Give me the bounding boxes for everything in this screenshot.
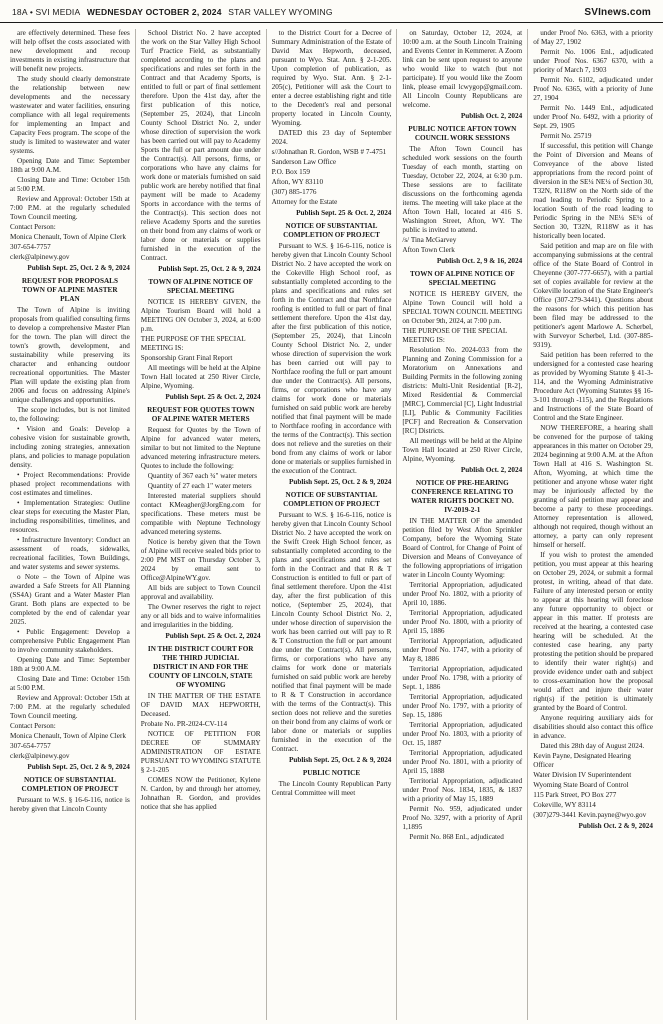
notice-paragraph: The Lincoln County Republican Party Central Committee will meet	[271, 780, 392, 797]
notice-paragraph: • Vision and Goals: Develop a cohesive vision for sustainable growth, including zoning strategies, annexation plans, and policies to manage population density.	[10, 425, 130, 469]
notice-paragraph: Territorial Appropriation, adjudicated under Proof No. 1803, with a priority of Oct. 15, 1887	[402, 721, 523, 747]
notice-line: s//Johnathan R. Gordon, WSB # 7-4751	[271, 148, 387, 156]
notice-line: THE PURPOSE OF THE SPECIAL MEETING IS:	[140, 335, 246, 352]
notice-paragraph: The Owner reserves the right to reject any or all bids and to waive informalities and irregularities in the bidding.	[140, 603, 261, 629]
notice-paragraph: Permit No. 959, adjudicated under Proof No. 3297, with a priority of April 1,1895	[402, 805, 523, 831]
notice-paragraph: NOTICE IS HEREBY GIVEN, the Alpine Tourism Board will hold a MEETING ON October 3, 2024, at 6:00 p.m.	[140, 298, 261, 333]
publish-line: Publish Oct. 2, 2024	[460, 112, 523, 120]
notice-paragraph: Closing Date and Time: October 15th at 5:00 P.M.	[10, 675, 130, 692]
notice-paragraph: • Public Engagement: Develop a comprehensive Public Engagement Plan to involve community stakeholders.	[10, 628, 130, 654]
notice-line: Sponsorship Grant Final Report	[140, 354, 233, 362]
notice-heading: NOTICE OF SUBSTANTIAL COMPLETION OF PROJECT	[21, 776, 119, 793]
notice-paragraph: Said petition has been referred to the undersigned for a contested case hearing as provided by Wyoming Statute § 41-3-114, and the Wyoming Administrative Procedure Act (Wyoming Statutes §§ 16-3-101 through -115), and the Regulations and Instructions of the State Board of Control and the State Engineer.	[533, 351, 653, 422]
notice-paragraph: School District No. 2 have accepted the work on the Star Valley High School Turf Practice Field, as substantially completed according to the plans and specifications and rules set forth in the Contract and that Academy Sports, is entitled to full or part of final settlement therefore. Upon the 41st day, after the first publication of this notice, (September 25, 2024), that Lincoln County School District No. 2, under whose direction of supervision the work has been carried out will pay to Academy Sports the full or part amount due under the Contract(s). All persons, firms, or corporations who have any claims for work done or materials furnished on said public work are hereby notified that final payment will be made to Academy Sports in accordance with the terms of the Contract(s). This section does not relieve Academy Sports and the sureties on their bond from any claims of work or labor done or materials or supplies furnished in the execution of the Contract.	[140, 29, 261, 262]
notice-line: Afton Town Clerk	[402, 246, 455, 254]
publish-line: Publish Sept. 25, Oct. 2 & 9, 2024	[27, 264, 130, 272]
publish-line: Publish Sept. 25, Oct. 2 & 9, 2024	[288, 478, 392, 486]
notice-heading: IN THE DISTRICT COURT FOR THE THIRD JUDICIAL DISTRICT IN AND FOR THE COUNTY OF LINCOLN, STATE OF WYOMING	[147, 645, 254, 689]
notice-column-2	[136, 29, 267, 1020]
notice-paragraph: All bids are subject to Town Council approval and availability.	[140, 584, 261, 601]
notice-paragraph: The Town of Alpine is inviting proposals from qualified consulting firms to develop a comprehensive Master Plan for the town. The plan will direct the town's growth, development, and sustainability while preserving its character and enhancing outdoor recreational opportunities. The Master Plan will update the existing plan from 2006 and focus on addressing Alpine's unique challenges and opportunities.	[10, 306, 130, 404]
notice-paragraph: Quantity of 367 each ¾" water meters	[147, 472, 258, 480]
notice-line: Probate No. PR-2024-CV-114	[140, 720, 228, 728]
notice-heading: NOTICE OF SUBSTANTIAL COMPLETION OF PROJECT	[283, 222, 380, 239]
notice-paragraph: Permit No. 25719	[540, 132, 592, 140]
notice-columns	[0, 23, 663, 1024]
notice-heading: PUBLIC NOTICE	[302, 769, 361, 777]
notice-paragraph: Closing Date and Time: October 15th at 5:00 P.M.	[10, 176, 130, 193]
notice-paragraph: Territorial Appropriation, adjudicated under Proof Nos. 1834, 1835, & 1837 with a priority of May 15, 1889	[402, 777, 523, 803]
notice-paragraph: • Implementation Strategies: Outline clear steps for executing the Master Plan, including responsibilities, timelines, and resources.	[10, 499, 130, 534]
publish-line: Publish Sept. 25 & Oct. 2, 2024	[296, 209, 392, 217]
notice-paragraph: Pursuant to W.S. § 16-6-116, notice is hereby given that Lincoln County School District No. 2 have accepted the work on the Cokeville High School roof, as substantially completed according to the plans and specifications and rules set forth in the Contract and that Northface roofing is entitled to full or part of final settlement therefore. Upon the 41st day, after the first publication of this notice, (September 25, 2024), that Lincoln County School District No. 2, under whose direction of supervision the work has been carried out will pay to Northface roofing the full or part amount due under the Contract(s). All persons, firms, or corporations who have any claims for work done or materials furnished on said public work are hereby notified that final payment will be made to Northface roofing in accordance with the terms of the Contract(s). This section does not relieve and the sureties on their bond from any claims of work or labor done or materials or supplies furnished in the execution of the Contract.	[271, 242, 392, 475]
publish-line: Publish Oct. 2 & 9, 2024	[578, 822, 653, 830]
publish-line: Publish Sept. 25, Oct. 2 & 9, 2024	[27, 763, 130, 771]
publish-line: Publish Oct. 2, 2024	[460, 466, 523, 474]
notice-paragraph: NOTICE IS HEREBY GIVEN, the Alpine Town Council will hold a SPECIAL TOWN COUNCIL MEETING on October 9th, 2024, at 7:00 p.m.	[402, 290, 523, 325]
notice-paragraph: • Project Recommendations: Provide phased project recommendations with cost estimates and timelines.	[10, 471, 130, 497]
masthead-left	[12, 7, 337, 17]
notice-paragraph: NOTICE OF PETITION FOR DECREE OF SUMMARY ADMINISTRATION OF ESTATE PURSUANT TO WYOMING STATUTE § 2-1-205	[140, 730, 261, 774]
notice-line: Contact Person:	[10, 722, 56, 730]
notice-paragraph: Opening Date and Time: September 18th at 9:00 A.M.	[10, 656, 130, 673]
notice-line: Wyoming State Board of Control	[533, 781, 629, 789]
publish-line: Publish Sept. 25, Oct. 2 & 9, 2024	[288, 756, 392, 764]
notice-paragraph: Pursuant to W.S. § 16-6-116, notice is hereby given that Lincoln County School District No. 2 have accepted the work on the Swift Creek High School fencer, as substantially completed according to the plans and specifications and rules set forth in the Contract and that R & T Construction is entitled to full or part of final settlement therefore. Upon the 41st day, after the first publication of this notice, (September 25, 2024), that Lincoln County School District No. 2, under whose direction of supervision the work has been carried out will pay to R & T Construction the full or part amount due under the Contract(s). All persons, firms, or corporations who have any claims for work done or materials furnished on said public work are hereby notified that final payment will be made to R & T Construction in accordance with the terms of the Contract(s). This section does not relieve and the sureties on their bond from any claims of work or labor done or materials or supplies furnished in the execution of the Contract.	[271, 511, 392, 753]
edition-label: 18A • SVI MEDIA	[12, 7, 81, 17]
notice-paragraph: are effectively determined. These fees will help offset the costs associated with new development and recoup investments in existing infrastructure that will benefit new projects.	[10, 29, 130, 73]
notice-line: Monica Chenault, Town of Alpine Clerk	[10, 233, 126, 241]
notice-paragraph: Territorial Appropriation, adjudicated under Proof No. 1801, with a priority of April 15, 1888	[402, 749, 523, 775]
notice-paragraph: NOW THEREFORE, a hearing shall be convened for the purpose of taking appearances in this matter on October 29, 2024 beginning at 9:00 A.M. at the Afton Town Hall at 416 S. Washington St. Afton, Wyoming, at which time the petitioner and anyone whose water right may be injuriously affected by the granting of said petition may appear and become a party to these proceedings. Attorney representation is allowed, although not required, though without an attorney, a party can only represent himself or herself.	[533, 424, 653, 549]
issue-date: WEDNESDAY OCTOBER 2, 2024	[86, 7, 222, 17]
notice-line: Attorney for the Estate	[271, 198, 338, 206]
notice-paragraph: COMES NOW the Petitioner, Kylene N. Cardon, by and through her attorney, Johnathan R. Gordon, and provides notice that she has applied	[140, 776, 261, 811]
notice-column-4	[397, 29, 528, 1020]
notice-paragraph: The study should clearly demonstrate the relationship between new developments and the necessary wastewater and water facilities, ensuring compliance with all legal requirements for implementing an Impact and Capacity Fees program. The scope of the study is limited to wastewater and water systems.	[10, 75, 130, 155]
notice-line: P.O. Box 159	[271, 168, 310, 176]
notice-line: clerk@alpinewy.gov	[10, 752, 70, 760]
notice-paragraph: If you wish to protest the amended petition, you must appear at this hearing on October 29, 2024, or submit a formal protest, in writing, ahead of that date. Failure of any interested person or entity to appear at this hearing will foreclose any future opportunity to object or appear in this matter. If protests are received at the hearing, a contested case hearing will be scheduled. At the contested case hearing, any party protesting the petition should be prepared to identify their water right(s) and provide evidence under oath and subject to cross-examination how the proposal would affect and injure their water right(s) if the petition is ultimately granted by the Board of Control.	[533, 551, 653, 712]
notice-paragraph: Quantity of 27 each 1" water meters	[147, 482, 252, 490]
notice-heading: REQUEST FOR QUOTES TOWN OF ALPINE WATER METERS	[147, 406, 255, 423]
notice-paragraph: to the District Court for a Decree of Summary Administration of the Estate of David Max Hepworth, deceased, pursuant to Wyo. Stat. Ann. § 2-1-205. Upon completion of publication, as required by Wyo. Stat. Ann. § 2-1-205(c), Petitioner will ask the Court to enter a decree establishing right and title to the Decedent's real and personal property located in Lincoln County, Wyoming.	[271, 29, 392, 127]
notice-heading: NOTICE OF PRE-HEARING CONFERENCE RELATING TO WATER RIGHTS DOCKET NO. IV-2019-2-1	[410, 479, 514, 514]
publish-line: Publish Sept. 25 & Oct. 2, 2024	[165, 632, 261, 640]
notice-paragraph: Review and Approval: October 15th at 7:00 P.M. at the regularly scheduled Town Council meeting.	[10, 195, 130, 221]
notice-paragraph: Permit No. 868 Enl., adjudicated	[409, 833, 504, 841]
notice-paragraph: Opening Date and Time: September 18th at 9:00 A.M.	[10, 157, 130, 174]
location-label: STAR VALLEY WYOMING	[228, 7, 333, 17]
notice-line: Kevin Payne, Designated Hearing Officer	[533, 752, 631, 769]
notice-paragraph: Permit No. 6102, adjudicated under Proof No. 6365, with a priority of June 27, 1904	[533, 76, 653, 102]
notice-paragraph: IN THE MATTER OF the amended petition filed by West Afton Sprinkler Company, before the Wyoming State Board of Control, for Change of Point of Diversion and Means of Conveyance of the following appropriations of irrigation water in Lincoln County Wyoming:	[402, 517, 523, 579]
notice-column-1	[10, 29, 136, 1020]
notice-line: 115 Park Street, PO Box 277	[533, 791, 617, 799]
notice-paragraph: • Infrastructure Inventory: Conduct an assessment of roads, sidewalks, recreational facilities, Town Buildings, and water systems and sewer systems.	[10, 536, 130, 571]
notice-paragraph: All meetings will be held at the Alpine Town Hall located at 250 River Circle, Alpine, Wyoming.	[140, 364, 261, 390]
notice-paragraph: Review and Approval: October 15th at 7:00 P.M. at the regularly scheduled Town Council meeting.	[10, 694, 130, 720]
notice-heading: NOTICE OF SUBSTANTIAL COMPLETION OF PROJECT	[283, 491, 380, 508]
notice-line: THE PURPOSE OF THE SPECIAL MEETING IS:	[402, 327, 508, 344]
website-label: SVInews.com	[584, 7, 651, 18]
notice-line: (307)279-3441 Kevin.payne@wyo.gov	[533, 811, 647, 819]
publish-line: Publish Sept. 25 & Oct. 2, 2024	[165, 393, 261, 401]
notice-paragraph: Notice is hereby given that the Town of Alpine will receive sealed bids prior to 2:00 PM MST on Thursday October 3, 2024 by email sent to Office@AlpineWY.gov.	[140, 538, 261, 582]
notice-heading: TOWN OF ALPINE NOTICE OF SPECIAL MEETING	[409, 270, 515, 287]
notice-column-5	[528, 29, 653, 1020]
notice-paragraph: The scope includes, but is not limited to, the following:	[10, 406, 130, 423]
publish-line: Publish Sept. 25, Oct. 2 & 9, 2024	[158, 265, 261, 273]
notice-paragraph: Request for Quotes by the Town of Alpine for advanced water meters, similar to but not limited to the Neptune advanced metering infrastructure meters. Quotes to include the following:	[140, 426, 261, 470]
notice-paragraph: on Saturday, October 12, 2024, at 10:00 a.m. at the South Lincoln Training and Events Center in Kemmerer. A Zoom link can be sent upon request to anyone who would like to watch (but not participate). If you would like the Zoom link, please email lcwygop@gmail.com. All Lincoln County Republicans are welcome.	[402, 29, 523, 109]
notice-paragraph: Territorial Appropriation, adjudicated under Proof No. 1747, with a priority of May 8, 1886	[402, 637, 523, 663]
notice-paragraph: Territorial Appropriation, adjudicated under Proof No. 1800, with a priority of April 15, 1886	[402, 609, 523, 635]
notice-paragraph: Said petition and map are on file with accompanying submissions at the central office of the State Board of Control in Cheyenne (307-777-6657), with a partial set of copies available for review at the Cokeville location of the State Engineer's Office (307-279-3441). Questions about the reasons for which this petition has been filed may be addressed to the petitioner's agent Marlowe A. Scherbel, with Surveyor Scherbel, Ltd. (307-885-9319).	[533, 242, 653, 349]
notice-paragraph: Territorial Appropriation, adjudicated under Proof No. 1798, with a priority of Sept. 1, 1886	[402, 665, 523, 691]
notice-paragraph: Territorial Appropriation, adjudicated under Proof No. 1802, with a priority of April 10, 1886.	[402, 581, 523, 607]
notice-paragraph: Dated this 28th day of August 2024.	[540, 742, 645, 750]
notice-paragraph: Territorial Appropriation, adjudicated under Proof No. 1797, with a priority of Sep. 15, 1886	[402, 693, 523, 719]
notice-line: 307-654-7757	[10, 243, 51, 251]
notice-paragraph: o Note – the Town of Alpine was awarded a Safe Streets for All Planning (SS4A) Grant and a Water Master Plan Grant. Both plans are expected to be completed by the end of calendar year 2025.	[10, 573, 130, 626]
notice-heading: REQUEST FOR PROPOSALS TOWN OF ALPINE MASTER PLAN	[21, 277, 118, 303]
notice-line: (307) 885-1776	[271, 188, 317, 196]
notice-paragraph: Permit No. 1449 Enl., adjudicated under Proof No. 6492, with a priority of Sept. 29, 1905	[533, 104, 653, 130]
publish-line: Publish Oct. 2, 9 & 16, 2024	[436, 257, 523, 265]
notice-column-3	[267, 29, 398, 1020]
notice-line: Afton, WY 83110	[271, 178, 324, 186]
notice-paragraph: Resolution No. 2024-033 from the Planning and Zoning Commission for a Moratorium on Annexations and Building Permits in the following zoning districts: Multi-Unit Residential [R-2], Mixed Residential & Commercial [MRC], Commercial [C], Light Industrial [LI], Public & Community Facilities [PCF] and Recreation & Conservation [RC] Districts.	[402, 346, 523, 435]
notice-paragraph: under Proof No. 6363, with a priority of May 27, 1902	[533, 29, 653, 46]
notice-line: Water Division IV Superintendent	[533, 771, 632, 779]
notice-paragraph: Anyone requiring auxiliary aids for disabilities should also contact this office in advance.	[533, 714, 653, 740]
notice-paragraph: All meetings will be held at the Alpine Town Hall located at 250 River Circle, Alpine, Wyoming.	[402, 437, 523, 463]
notice-line: 307-654-7757	[10, 742, 51, 750]
notice-paragraph: DATED this 23 day of September 2024.	[271, 129, 392, 146]
notice-line: clerk@alpinewy.gov	[10, 253, 70, 261]
notice-line: Contact Person:	[10, 223, 56, 231]
notice-paragraph: Pursuant to W.S. § 16-6-116, notice is hereby given that Lincoln County	[10, 796, 130, 813]
notice-paragraph: The Afton Town Council has scheduled work sessions on the fourth Tuesday of each month, starting on Tuesday, October 22, 2024, at 6:30 p.m. These sessions are to facilitate discussions on the forthcoming agenda items. The meeting will take place at the Afton Town Hall, located at 416 S. Washington Street, Afton, WY. The public is invited to attend.	[402, 145, 523, 234]
notice-heading: PUBLIC NOTICE AFTON TOWN COUNCIL WORK SESSIONS	[408, 125, 517, 142]
notice-line: Monica Chenault, Town of Alpine Clerk	[10, 732, 126, 740]
notice-paragraph: Interested material suppliers should contact KMeagher@JorgEng.com for specifications. These meters must be compatible with Neptune Technology advanced metering systems.	[140, 492, 261, 536]
notice-line: Sanderson Law Office	[271, 158, 337, 166]
notice-paragraph: IN THE MATTER OF THE ESTATE OF DAVID MAX HEPWORTH, Deceased.	[140, 692, 261, 718]
notice-paragraph: If successful, this petition will Change the Point of Diversion and Means of Conveyance of the above listed appropriations from the record point of diversion in the SE¼ NE¼ of Section 30, T32N, R118W on the North side of the road leading to Periodic Spring to a location South of the road leading to Periodic Spring in the NE¼ SE¼ of Section 30, T32N, R118W as it has historically been located.	[533, 142, 653, 240]
notice-line: Cokeville, WY 83114	[533, 801, 596, 809]
notice-paragraph: Permit No. 1006 Enl., adjudicated under Proof Nos. 6367 6370, with a priority of March 7, 1903	[533, 48, 653, 74]
notice-heading: TOWN OF ALPINE NOTICE OF SPECIAL MEETING	[148, 278, 254, 295]
notice-line: /s/ Tina McGarvey	[402, 236, 457, 244]
page-header	[0, 0, 663, 23]
